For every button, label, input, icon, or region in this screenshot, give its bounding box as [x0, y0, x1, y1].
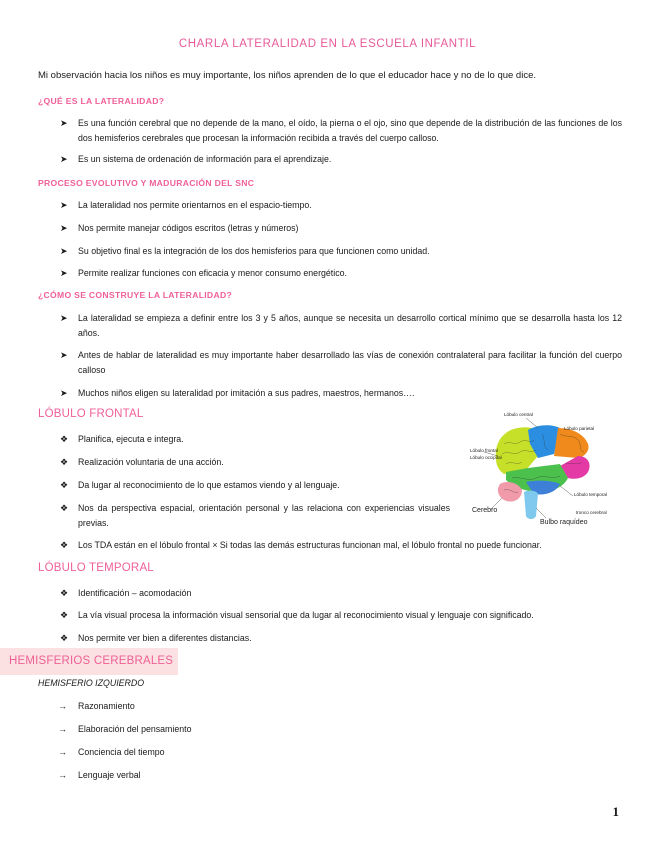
label-lobulo-frontal: Lóbulo frontal	[470, 448, 498, 453]
intro-paragraph: Mi observación hacia los niños es muy importante, los niños aprenden de lo que el educador hace y no de lo que dice.	[38, 70, 537, 81]
triangle-bullet-icon: ➤	[60, 388, 68, 398]
list-item: ➤ Su objetivo final es la integración de los dos hemisferios para que funcionen como unidad.	[60, 244, 622, 259]
diamond-bullet-icon: ❖	[60, 457, 69, 467]
diamond-bullet-icon: ❖	[60, 480, 69, 490]
subheading-hemisferio-izquierdo: HEMISFERIO IZQUIERDO	[38, 678, 145, 688]
list-item: ➤ Permite realizar funciones con eficacia y menor consumo energético.	[60, 266, 622, 281]
label-lobulo-temporal: Lóbulo temporal	[574, 492, 607, 497]
heading-hemisferios-highlight	[0, 648, 178, 675]
list-item: ➤ Antes de hablar de lateralidad es muy importante haber desarrollado las vías de conexión contralateral para facilitar la función del cuerpo calloso	[60, 350, 622, 375]
label-lobulo-parietal: Lóbulo parietal	[564, 426, 595, 431]
heading-hemisferios-cerebrales: HEMISFERIOS CEREBRALES	[9, 655, 174, 667]
label-cerebro: Cerebro	[472, 507, 498, 514]
list-item: ❖ La vía visual procesa la información visual sensorial que da lugar al reconocimiento visual y lenguaje con significado.	[60, 608, 622, 623]
list-item: → Razonamiento	[58, 699, 620, 714]
list-item: ➤ La lateralidad se empieza a definir entre los 3 y 5 años, aunque se necesita un desarrollo cortical mínimo que se desarrolla hasta los 12 años.	[60, 313, 622, 338]
diamond-bullet-icon: ❖	[60, 434, 69, 444]
triangle-bullet-icon: ➤	[60, 118, 68, 128]
triangle-bullet-icon: ➤	[60, 200, 68, 210]
brain-diagram-image	[456, 404, 608, 530]
arrow-bullet-icon: →	[58, 701, 67, 711]
list-item: ❖ Identificación – acomodación	[60, 586, 622, 601]
heading-lobulo-frontal: LÓBULO FRONTAL	[38, 408, 144, 420]
diamond-bullet-icon: ❖	[60, 633, 69, 643]
list-item: ➤ Es una función cerebral que no depende de la mano, el oído, la pierna o el ojo, sino que depende de la distribución de las funciones de los dos hemisferios cerebrales que procesan la información recibida a través del cuerpo calloso.	[60, 118, 622, 143]
diamond-bullet-icon: ❖	[60, 540, 69, 550]
list-item: → Lenguaje verbal	[58, 768, 620, 783]
diamond-bullet-icon: ❖	[60, 503, 69, 513]
arrow-bullet-icon: →	[58, 770, 67, 780]
list-item: ❖ Los TDA están en el lóbulo frontal × Si todas las demás estructuras funcionan mal, el lóbulo frontal no puede funcionar.	[60, 538, 622, 553]
heading-como-se-construye: ¿CÓMO SE CONSTRUYE LA LATERALIDAD?	[38, 290, 233, 300]
triangle-bullet-icon: ➤	[60, 350, 68, 360]
label-tronco-cerebral: tronco cerebral	[576, 510, 607, 515]
heading-que-es: ¿QUÉ ES LA LATERALIDAD?	[38, 96, 165, 106]
triangle-bullet-icon: ➤	[60, 313, 68, 323]
label-lobulo-occipital: Lóbulo occipital	[470, 455, 502, 460]
triangle-bullet-icon: ➤	[60, 246, 68, 256]
arrow-bullet-icon: →	[58, 724, 67, 734]
triangle-bullet-icon: ➤	[60, 154, 68, 164]
diamond-bullet-icon: ❖	[60, 588, 69, 598]
list-item: ➤ Muchos niños eligen su lateralidad por imitación a sus padres, maestros, hermanos….	[60, 386, 622, 401]
page-number: 1	[612, 804, 619, 819]
list-item: → Elaboración del pensamiento	[58, 722, 620, 737]
heading-lobulo-temporal: LÓBULO TEMPORAL	[38, 562, 154, 574]
arrow-bullet-icon: →	[58, 747, 67, 757]
document-title: CHARLA LATERALIDAD EN LA ESCUELA INFANTIL	[178, 38, 477, 50]
label-bulbo-raquideo: Bulbo raquídeo	[540, 519, 588, 526]
list-item: ❖ Realización voluntaria de una acción.	[60, 455, 450, 470]
list-item: ❖ Da lugar al reconocimiento de lo que estamos viendo y al lenguaje.	[60, 478, 450, 493]
list-item: ❖ Nos da perspectiva espacial, orientación personal y las relaciona con experiencias visuales previas.	[60, 503, 450, 528]
heading-proceso-evolutivo: PROCESO EVOLUTIVO Y MADURACIÓN DEL SNC	[38, 178, 255, 188]
list-item: ➤ Nos permite manejar códigos escritos (letras y números)	[60, 221, 622, 236]
triangle-bullet-icon: ➤	[60, 223, 68, 233]
list-item: ❖ Nos permite ver bien a diferentes distancias.	[60, 631, 622, 646]
triangle-bullet-icon: ➤	[60, 268, 68, 278]
list-item: ❖ Planifica, ejecuta e integra.	[60, 432, 450, 447]
diamond-bullet-icon: ❖	[60, 610, 69, 620]
label-lobulo-central: Lóbulo central	[504, 412, 533, 417]
list-item: ➤ La lateralidad nos permite orientarnos en el espacio-tiempo.	[60, 198, 622, 213]
list-item: → Conciencia del tiempo	[58, 745, 620, 760]
list-item: ➤ Es un sistema de ordenación de información para el aprendizaje.	[60, 152, 622, 167]
